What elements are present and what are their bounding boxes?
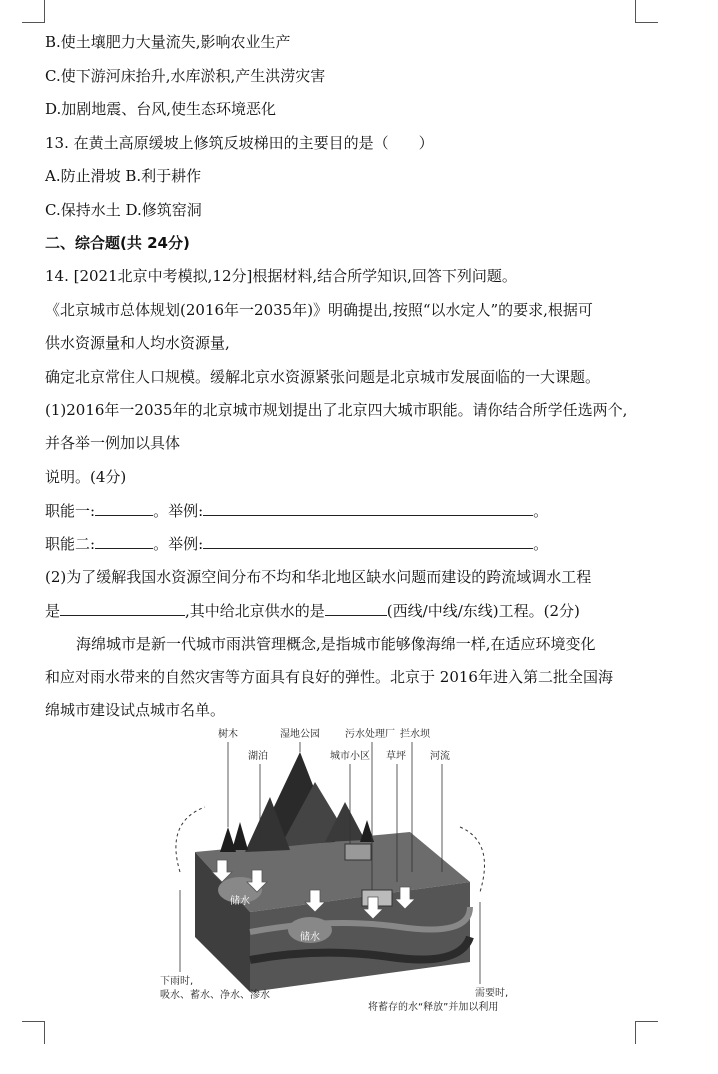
subquestion-2-text-a: 是 — [45, 602, 61, 620]
subquestion-1-line-1: (1)2016年一2035年的北京城市规划提出了北京四大城市职能。请你结合所学任选两个, — [45, 401, 628, 419]
period-mark: 。 — [533, 535, 549, 553]
label-community: 城市小区 — [330, 751, 370, 762]
label-storage-1: 储水 — [230, 896, 250, 907]
project-name-blank[interactable] — [60, 600, 185, 616]
label-storage-2: 储水 — [300, 932, 320, 943]
function-one-blank[interactable] — [95, 500, 153, 516]
subquestion-1-line-3: 说明。(4分) — [45, 468, 127, 486]
function-one-example-blank[interactable] — [203, 500, 533, 516]
sponge-city-diagram — [150, 722, 530, 1020]
label-trees: 树木 — [218, 729, 238, 740]
question-13-options-cd: C.保持水土 D.修筑窑洞 — [45, 201, 202, 219]
corner-mark-bottom-right — [635, 1021, 658, 1044]
question-13-options-ab: A.防止滑坡 B.利于耕作 — [45, 167, 202, 185]
subquestion-2-text-c: (西线/中线/东线)工程。(2分) — [386, 602, 580, 620]
label-sewage-plant: 污水处理厂 — [345, 729, 395, 740]
subquestion-2-text-b: ,其中给北京供水的是 — [185, 602, 325, 620]
material-line-3: 确定北京常住人口规模。缓解北京水资源紧张问题是北京城市发展面临的一大课题。 — [45, 368, 601, 386]
corner-mark-bottom-left — [22, 1021, 45, 1044]
label-wetland-park: 湿地公园 — [280, 729, 320, 740]
corner-mark-top-right — [635, 0, 658, 23]
question-14: 14. [2021北京中考模拟,12分]根据材料,结合所学知识,回答下列问题。 — [45, 267, 517, 285]
label-lawn: 草坪 — [386, 751, 406, 762]
route-blank[interactable] — [325, 600, 387, 616]
corner-mark-top-left — [22, 0, 45, 23]
subquestion-1-line-2: 并各举一例加以具体 — [45, 434, 181, 452]
function-two-blank[interactable] — [95, 533, 153, 549]
label-rain-2: 吸水、蓄水、净水、渗水 — [160, 990, 270, 1001]
function-one-row — [45, 500, 548, 521]
example-label: 。举例: — [153, 535, 204, 553]
label-dam: 拦水坝 — [400, 729, 430, 740]
function-two-example-blank[interactable] — [203, 533, 533, 549]
subquestion-2-line-1: (2)为了缓解我国水资源空间分布不均和华北地区缺水问题而建设的跨流域调水工程 — [45, 568, 592, 586]
option-b: B.使土壤肥力大量流失,影响农业生产 — [45, 33, 291, 51]
question-13: 13. 在黄土高原缓坡上修筑反坡梯田的主要目的是（ ） — [45, 134, 434, 152]
material-line-2: 供水资源量和人均水资源量, — [45, 334, 230, 352]
sponge-city-line-1: 海绵城市是新一代城市雨洪管理概念,是指城市能够像海绵一样,在适应环境变化 — [76, 635, 596, 653]
option-c: C.使下游河床抬升,水库淤积,产生洪涝灾害 — [45, 67, 326, 85]
material-line-1: 《北京城市总体规划(2016年一2035年)》明确提出,按照“以水定人”的要求,根据可 — [45, 301, 593, 319]
section-heading: 二、综合题(共 24分) — [45, 234, 190, 252]
label-lake: 湖泊 — [248, 751, 268, 762]
function-two-label: 职能二: — [45, 535, 96, 553]
sponge-city-line-3: 绵城市建设试点城市名单。 — [45, 701, 226, 719]
label-need-2: 将蓄存的水“释放”并加以利用 — [368, 1002, 499, 1013]
community-building — [345, 844, 371, 860]
function-two-row — [45, 533, 548, 554]
period-mark: 。 — [533, 502, 549, 520]
label-need-1: 需要时, — [475, 988, 509, 999]
subquestion-2-line-2 — [45, 600, 580, 621]
sponge-city-line-2: 和应对雨水带来的自然灾害等方面具有良好的弹性。北京于 2016年进入第二批全国海 — [45, 668, 613, 686]
label-rain-1: 下雨时, — [160, 976, 194, 987]
label-river: 河流 — [430, 751, 450, 762]
example-label: 。举例: — [153, 502, 204, 520]
option-d: D.加剧地震、台风,使生态环境恶化 — [45, 100, 277, 118]
function-one-label: 职能一: — [45, 502, 96, 520]
